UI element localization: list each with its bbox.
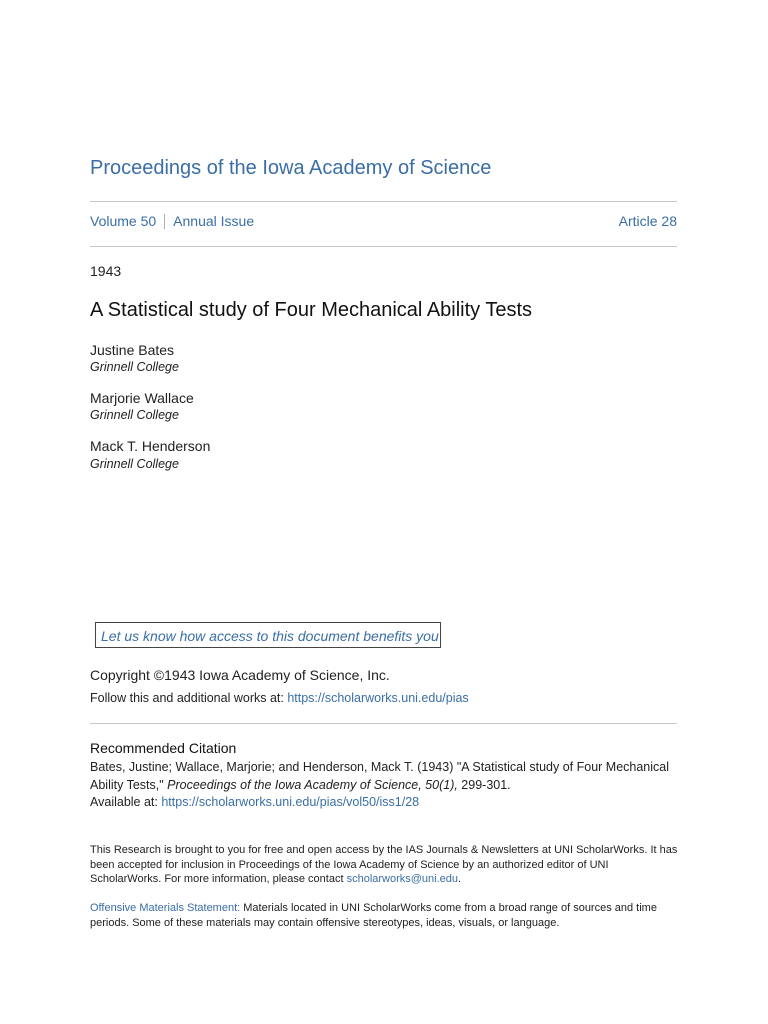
citation-heading: Recommended Citation	[90, 740, 237, 756]
divider-issue	[90, 246, 677, 247]
issue-row	[90, 213, 677, 229]
copyright-notice: Copyright ©1943 Iowa Academy of Science, Inc.	[90, 667, 390, 683]
article-link[interactable]: Article 28	[618, 213, 677, 229]
author-name: Marjorie Wallace	[90, 390, 194, 406]
access-end: .	[458, 873, 462, 885]
divider-top	[90, 201, 677, 202]
article-title: A Statistical study of Four Mechanical Ability Tests	[90, 299, 533, 321]
volume-link[interactable]: Volume 50	[90, 213, 157, 229]
author-name: Justine Bates	[90, 342, 175, 358]
citation-journal: Proceedings of the Iowa Academy of Science, 50(1),	[167, 777, 458, 792]
offensive-text: Materials located in UNI ScholarWorks come from a broad range of sources and time periods. Some of these materials may contain offensive stereotypes, ideas, visuals, or language.	[90, 902, 657, 929]
contact-email-link[interactable]: scholarworks@uni.edu	[346, 873, 459, 885]
author-name: Mack T. Henderson	[90, 438, 211, 454]
citation-text	[90, 759, 680, 812]
follow-line	[90, 691, 469, 705]
follow-text: Follow this and additional works at:	[90, 691, 288, 705]
author-affiliation: Grinnell College	[90, 457, 179, 471]
offensive-statement-link[interactable]: Offensive Materials Statement:	[90, 902, 241, 914]
offensive-statement	[90, 901, 680, 930]
follow-url-link[interactable]: https://scholarworks.uni.edu/pias	[287, 691, 469, 705]
available-label: Available at:	[90, 795, 162, 809]
access-text: This Research is brought to you for free and open access by the IAS Journals & Newsletters at UNI ScholarWorks. It has been accepted for inclusion in Proceedings of the Iowa Academy of Science by an authorized editor of UNI ScholarWorks. For more information, please contact	[90, 844, 678, 885]
journal-title[interactable]: Proceedings of the Iowa Academy of Science	[90, 157, 492, 179]
issue-link[interactable]: Annual Issue	[173, 213, 255, 229]
access-statement	[90, 843, 680, 887]
citation-pages: 299-301.	[457, 777, 511, 792]
benefit-feedback-link[interactable]: Let us know how access to this document benefits you	[95, 622, 441, 648]
author-affiliation: Grinnell College	[90, 360, 179, 374]
separator	[164, 214, 165, 229]
author-affiliation: Grinnell College	[90, 408, 179, 422]
divider-citation	[90, 723, 677, 724]
publication-year: 1943	[90, 263, 122, 279]
available-url-link[interactable]: https://scholarworks.uni.edu/pias/vol50/iss1/28	[161, 795, 420, 809]
citation-authors-title: Bates, Justine; Wallace, Marjorie; and Henderson, Mack T. (1943) "A Statistical study of Four Mechanical Ability Tests,"	[90, 760, 670, 792]
